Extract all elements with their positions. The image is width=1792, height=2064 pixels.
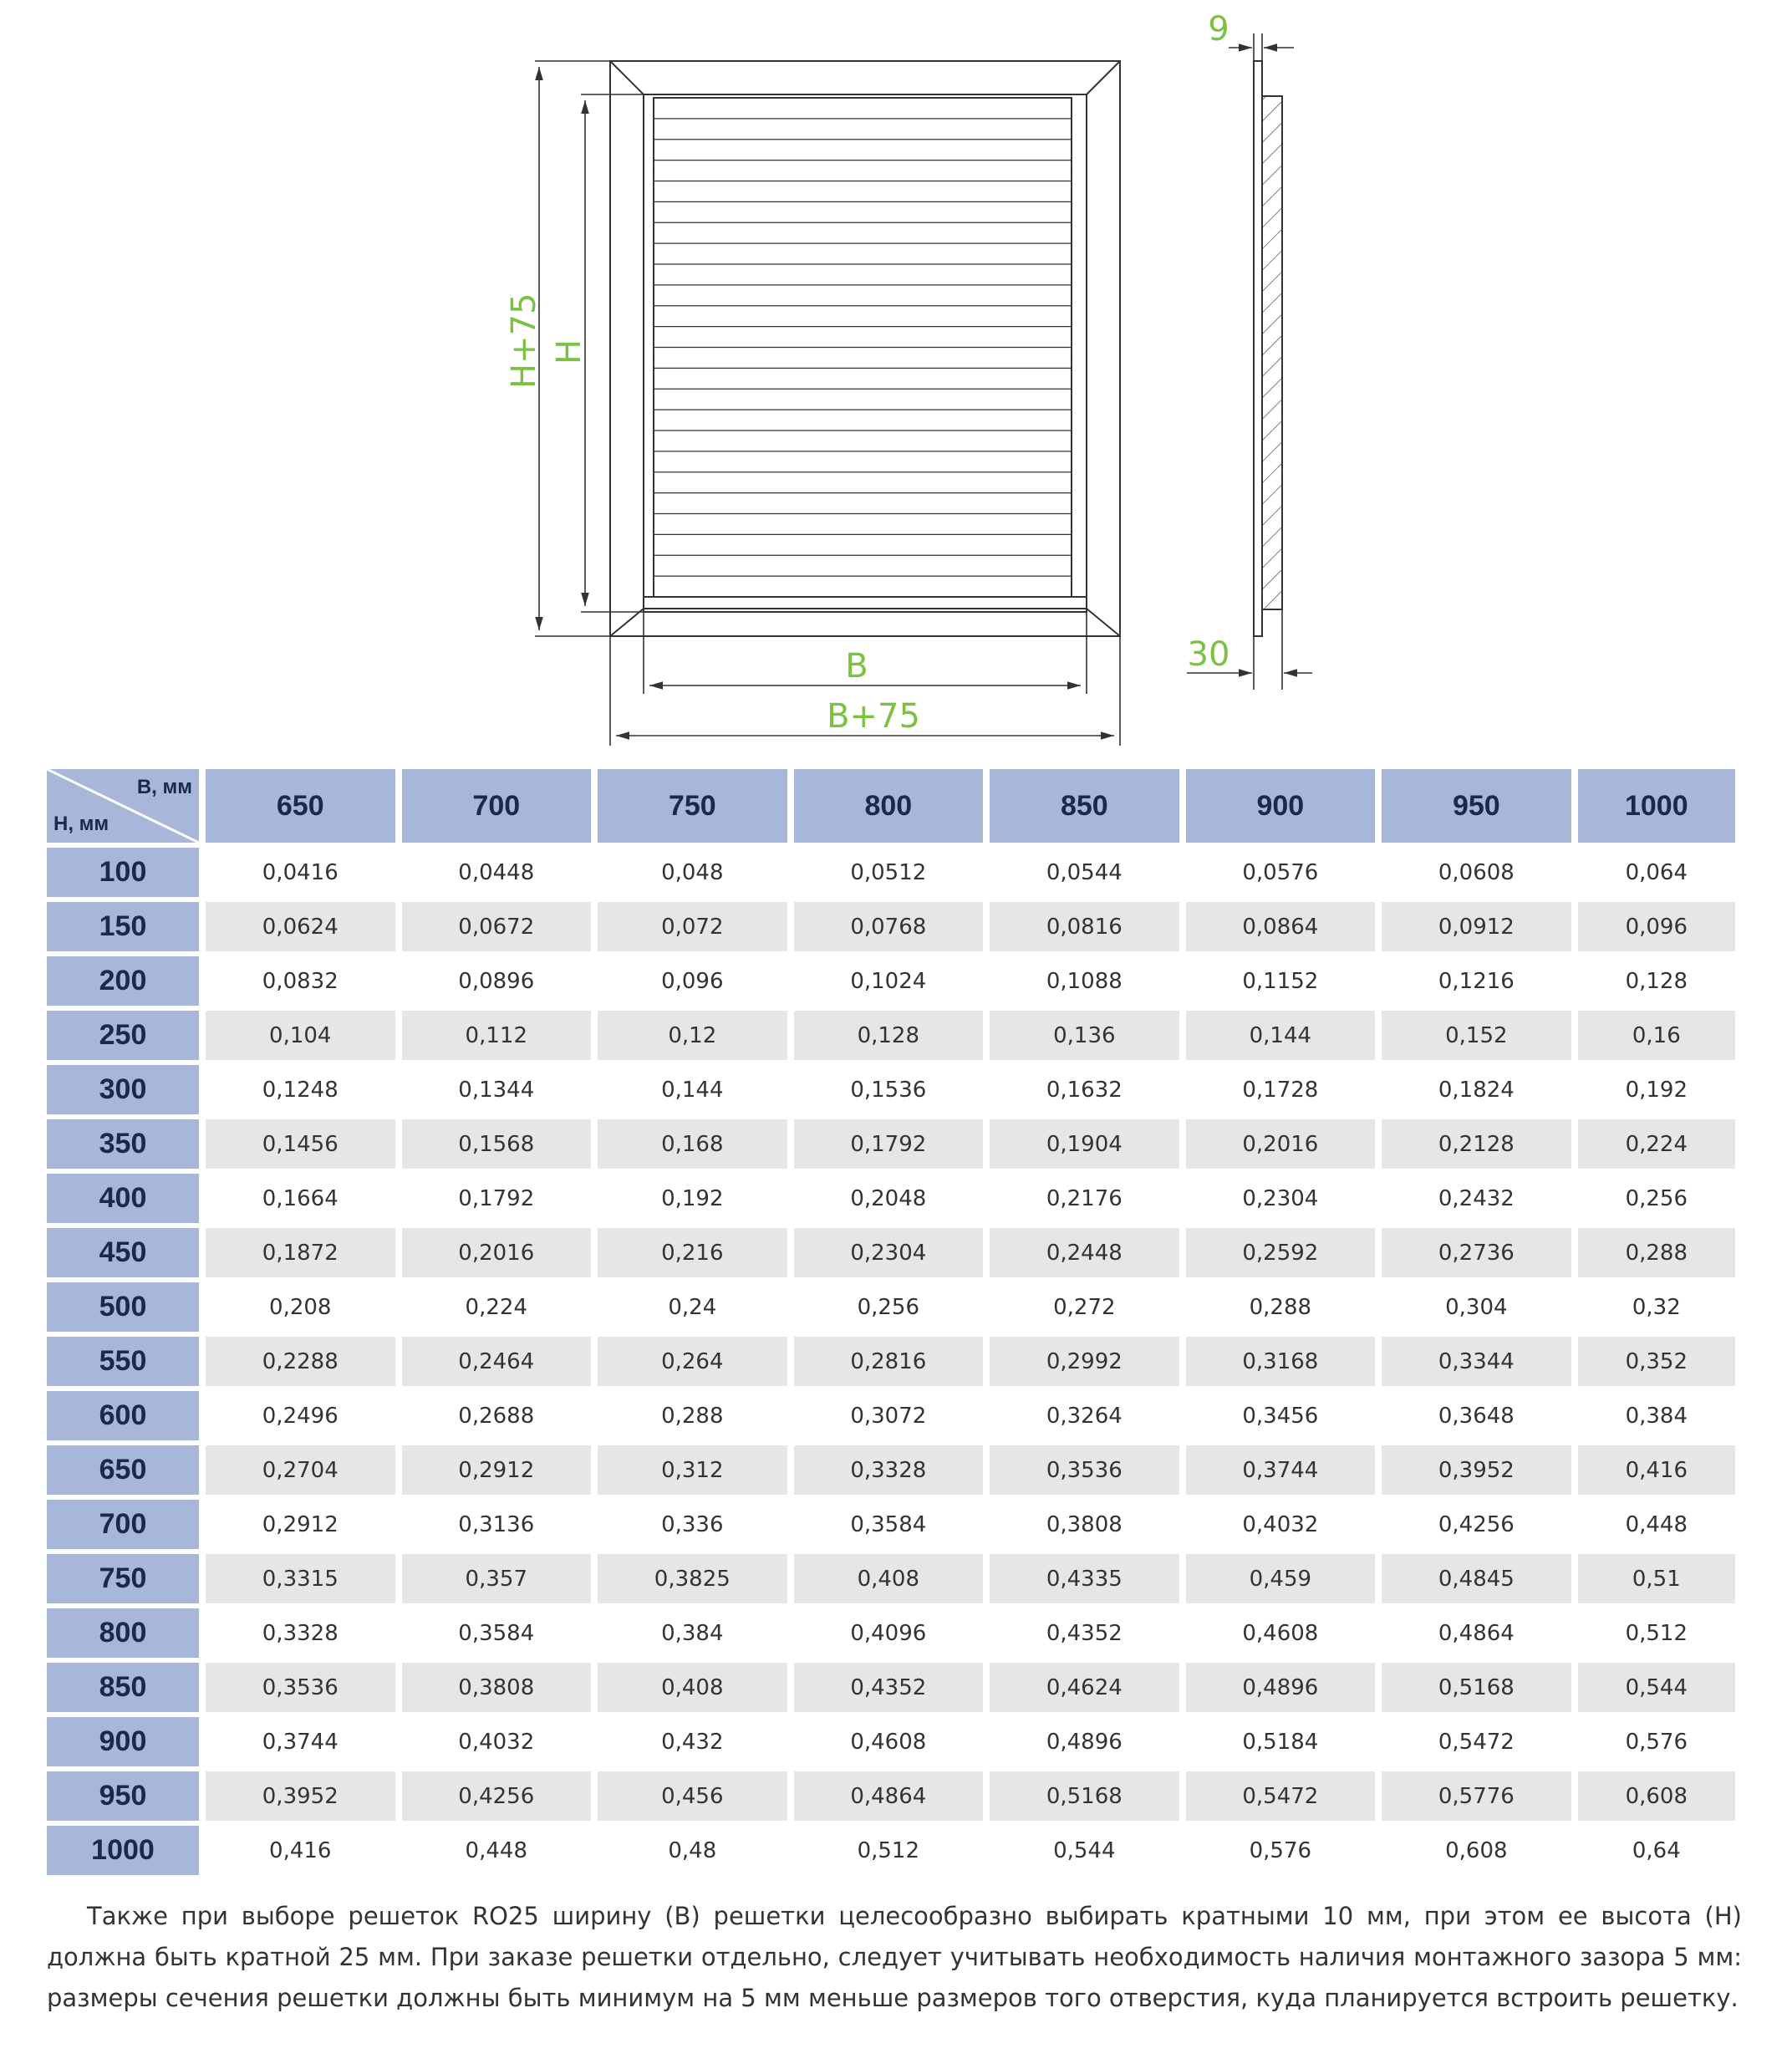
area-cell: 0,608	[1445, 1837, 1508, 1863]
area-cell: 0,4335	[990, 1554, 1179, 1603]
area-cell: 0,2592	[1186, 1228, 1376, 1277]
area-table	[40, 764, 1742, 1880]
row-header-h: 750	[47, 1554, 199, 1603]
area-cell: 0,3584	[850, 1511, 927, 1537]
area-cell: 0,1904	[990, 1119, 1179, 1169]
area-cell: 0,2464	[402, 1337, 592, 1386]
label-depth-top: 9	[1208, 10, 1229, 48]
area-cell: 0,3344	[1382, 1337, 1571, 1386]
area-cell: 0,4896	[1046, 1729, 1123, 1755]
area-cell: 0,0912	[1382, 902, 1571, 951]
dimension-lines	[535, 61, 1120, 746]
area-cell: 0,357	[402, 1554, 592, 1603]
area-cell: 0,1024	[850, 968, 927, 994]
area-cell: 0,576	[1249, 1837, 1312, 1863]
area-cell: 0,3536	[990, 1445, 1179, 1495]
area-cell: 0,264	[598, 1337, 787, 1386]
table-row	[47, 956, 1735, 1006]
grille-technical-drawing	[0, 0, 1792, 757]
area-cell: 0,3744	[262, 1729, 339, 1755]
area-cell: 0,304	[1445, 1294, 1508, 1320]
area-cell: 0,1536	[850, 1077, 927, 1103]
area-cell: 0,408	[598, 1663, 787, 1712]
table-row	[47, 1717, 1735, 1766]
area-cell: 0,1824	[1438, 1077, 1515, 1103]
column-header-b: 700	[402, 769, 592, 843]
area-cell: 0,544	[1578, 1663, 1735, 1712]
table-row	[47, 1554, 1735, 1603]
area-cell: 0,1664	[262, 1185, 339, 1211]
area-cell: 0,3808	[1046, 1511, 1123, 1537]
area-cell: 0,072	[598, 902, 787, 951]
area-cell: 0,1872	[206, 1228, 395, 1277]
area-cell: 0,1088	[1046, 968, 1123, 994]
row-header-h: 300	[47, 1065, 199, 1114]
area-cell: 0,0624	[206, 902, 395, 951]
front-view	[610, 61, 1120, 636]
area-cell: 0,336	[661, 1511, 724, 1537]
area-cell: 0,1152	[1242, 968, 1319, 994]
area-cell: 0,3328	[794, 1445, 984, 1495]
area-cell: 0,208	[269, 1294, 332, 1320]
area-cell: 0,152	[1382, 1011, 1571, 1060]
row-header-h: 350	[47, 1119, 199, 1169]
area-cell: 0,192	[661, 1185, 724, 1211]
area-cell: 0,4608	[850, 1729, 927, 1755]
table-row	[47, 1771, 1735, 1821]
area-cell: 0,224	[1578, 1119, 1735, 1169]
area-cell: 0,312	[598, 1445, 787, 1495]
area-cell: 0,3808	[402, 1663, 592, 1712]
area-cell: 0,51	[1578, 1554, 1735, 1603]
area-cell: 0,1344	[458, 1077, 535, 1103]
area-cell: 0,5168	[990, 1771, 1179, 1821]
area-cell: 0,0448	[458, 859, 535, 885]
area-cell: 0,512	[1625, 1620, 1688, 1646]
area-cell: 0,096	[1578, 902, 1735, 951]
row-header-h: 850	[47, 1663, 199, 1712]
corner-cell	[47, 769, 199, 843]
table-row	[47, 1826, 1735, 1875]
area-cell: 0,5472	[1186, 1771, 1376, 1821]
area-cell: 0,3825	[598, 1554, 787, 1603]
table-row	[47, 1011, 1735, 1060]
area-cell: 0,104	[206, 1011, 395, 1060]
corner-b-label: B, мм	[136, 776, 192, 798]
area-cell: 0,4256	[402, 1771, 592, 1821]
corner-h-label: H, мм	[53, 813, 109, 835]
area-cell: 0,1632	[1046, 1077, 1123, 1103]
area-cell: 0,3952	[1382, 1445, 1571, 1495]
area-cell: 0,288	[1578, 1228, 1735, 1277]
row-header-h: 550	[47, 1337, 199, 1386]
area-cell: 0,224	[465, 1294, 527, 1320]
area-cell: 0,256	[857, 1294, 920, 1320]
area-cell: 0,2688	[458, 1403, 535, 1429]
area-cell: 0,0544	[1046, 859, 1123, 885]
area-cell: 0,096	[661, 968, 724, 994]
column-header-b: 900	[1186, 769, 1376, 843]
area-cell: 0,24	[668, 1294, 717, 1320]
area-cell: 0,408	[794, 1554, 984, 1603]
area-cell: 0,1248	[262, 1077, 339, 1103]
area-cell: 0,136	[990, 1011, 1179, 1060]
area-cell: 0,2992	[990, 1337, 1179, 1386]
area-cell: 0,048	[661, 859, 724, 885]
area-cell: 0,3536	[206, 1663, 395, 1712]
area-cell: 0,4032	[1242, 1511, 1319, 1537]
area-cell: 0,1792	[458, 1185, 535, 1211]
area-cell: 0,3584	[458, 1620, 535, 1646]
area-cell: 0,4032	[458, 1729, 535, 1755]
area-cell: 0,448	[465, 1837, 527, 1863]
table-row	[47, 902, 1735, 951]
area-cell: 0,4352	[794, 1663, 984, 1712]
area-cell: 0,3072	[850, 1403, 927, 1429]
area-cell: 0,448	[1625, 1511, 1688, 1537]
table-row	[47, 1119, 1735, 1169]
row-header-h: 200	[47, 956, 199, 1006]
area-cell: 0,144	[661, 1077, 724, 1103]
area-cell: 0,0816	[990, 902, 1179, 951]
area-cell: 0,2704	[206, 1445, 395, 1495]
row-header-h: 400	[47, 1174, 199, 1223]
area-cell: 0,3168	[1186, 1337, 1376, 1386]
area-cell: 0,2912	[402, 1445, 592, 1495]
area-cell: 0,2304	[1242, 1185, 1319, 1211]
area-cell: 0,5776	[1382, 1771, 1571, 1821]
header-row	[47, 769, 1735, 843]
label-depth-bottom: 30	[1187, 635, 1230, 674]
area-cell: 0,3456	[1242, 1403, 1319, 1429]
area-cell: 0,256	[1625, 1185, 1688, 1211]
row-header-h: 500	[47, 1282, 199, 1332]
area-cell: 0,0864	[1186, 902, 1376, 951]
area-cell: 0,168	[598, 1119, 787, 1169]
area-cell: 0,0416	[262, 859, 339, 885]
row-header-h: 250	[47, 1011, 199, 1060]
area-cell: 0,512	[857, 1837, 920, 1863]
area-cell: 0,432	[661, 1729, 724, 1755]
column-header-b: 650	[206, 769, 395, 843]
area-cell: 0,384	[1625, 1403, 1688, 1429]
area-cell: 0,2496	[262, 1403, 339, 1429]
row-header-h: 450	[47, 1228, 199, 1277]
column-header-b: 950	[1382, 769, 1571, 843]
area-cell: 0,576	[1625, 1729, 1688, 1755]
table-row	[47, 1174, 1735, 1223]
area-cell: 0,0608	[1438, 859, 1515, 885]
area-cell: 0,2816	[794, 1337, 984, 1386]
column-header-b: 750	[598, 769, 787, 843]
table-row	[47, 1228, 1735, 1277]
area-cell: 0,2736	[1382, 1228, 1571, 1277]
area-cell: 0,112	[402, 1011, 592, 1060]
area-cell: 0,2176	[1046, 1185, 1123, 1211]
area-cell: 0,416	[1578, 1445, 1735, 1495]
area-cell: 0,1568	[402, 1119, 592, 1169]
table-body	[47, 848, 1735, 1875]
table-row	[47, 1337, 1735, 1386]
row-header-h: 1000	[47, 1826, 199, 1875]
area-cell: 0,3744	[1186, 1445, 1376, 1495]
area-cell: 0,16	[1578, 1011, 1735, 1060]
row-header-h: 800	[47, 1608, 199, 1658]
area-cell: 0,2128	[1382, 1119, 1571, 1169]
table-row	[47, 1282, 1735, 1332]
area-cell: 0,1216	[1438, 968, 1515, 994]
label-width: B	[845, 647, 868, 685]
row-header-h: 950	[47, 1771, 199, 1821]
row-header-h: 150	[47, 902, 199, 951]
label-width-total: B+75	[827, 697, 920, 736]
area-cell: 0,4864	[794, 1771, 984, 1821]
area-cell: 0,2016	[1186, 1119, 1376, 1169]
area-cell: 0,2912	[262, 1511, 339, 1537]
area-cell: 0,128	[794, 1011, 984, 1060]
area-cell: 0,352	[1578, 1337, 1735, 1386]
area-cell: 0,5472	[1438, 1729, 1515, 1755]
area-cell: 0,456	[598, 1771, 787, 1821]
area-cell: 0,128	[1625, 968, 1688, 994]
area-cell: 0,2048	[850, 1185, 927, 1211]
area-cell: 0,544	[1053, 1837, 1116, 1863]
column-header-b: 1000	[1578, 769, 1735, 843]
column-header-b: 800	[794, 769, 984, 843]
area-cell: 0,144	[1186, 1011, 1376, 1060]
row-header-h: 600	[47, 1391, 199, 1440]
area-cell: 0,32	[1632, 1294, 1681, 1320]
area-cell: 0,3315	[206, 1554, 395, 1603]
row-header-h: 100	[47, 848, 199, 897]
area-cell: 0,4096	[850, 1620, 927, 1646]
area-cell: 0,64	[1632, 1837, 1681, 1863]
area-cell: 0,4608	[1242, 1620, 1319, 1646]
area-cell: 0,1456	[206, 1119, 395, 1169]
area-cell: 0,2304	[794, 1228, 984, 1277]
area-cell: 0,5168	[1382, 1663, 1571, 1712]
table-row	[47, 848, 1735, 897]
area-cell: 0,3264	[1046, 1403, 1123, 1429]
table-row	[47, 1500, 1735, 1549]
area-cell: 0,3328	[262, 1620, 339, 1646]
area-cell: 0,2016	[402, 1228, 592, 1277]
area-cell: 0,3136	[458, 1511, 535, 1537]
area-cell: 0,0896	[458, 968, 535, 994]
area-cell: 0,0768	[794, 902, 984, 951]
area-cell: 0,2288	[206, 1337, 395, 1386]
table-row	[47, 1391, 1735, 1440]
table-row	[47, 1065, 1735, 1114]
row-header-h: 900	[47, 1717, 199, 1766]
area-cell: 0,2432	[1438, 1185, 1515, 1211]
row-header-h: 650	[47, 1445, 199, 1495]
side-view	[1187, 33, 1312, 690]
area-cell: 0,0832	[262, 968, 339, 994]
area-cell: 0,4864	[1438, 1620, 1515, 1646]
area-cell: 0,1792	[794, 1119, 984, 1169]
area-cell: 0,0576	[1242, 859, 1319, 885]
area-cell: 0,0672	[402, 902, 592, 951]
area-cell: 0,1728	[1242, 1077, 1319, 1103]
area-cell: 0,3648	[1438, 1403, 1515, 1429]
area-cell: 0,4896	[1186, 1663, 1376, 1712]
area-cell: 0,216	[598, 1228, 787, 1277]
table-row	[47, 1608, 1735, 1658]
area-cell: 0,48	[668, 1837, 717, 1863]
area-cell: 0,384	[661, 1620, 724, 1646]
label-height-total: H+75	[505, 293, 543, 389]
louver-slats	[654, 119, 1072, 576]
area-cell: 0,272	[1053, 1294, 1116, 1320]
column-header-b: 850	[990, 769, 1179, 843]
area-cell: 0,288	[661, 1403, 724, 1429]
row-header-h: 700	[47, 1500, 199, 1549]
area-cell: 0,4256	[1438, 1511, 1515, 1537]
area-cell: 0,5184	[1242, 1729, 1319, 1755]
area-cell: 0,459	[1186, 1554, 1376, 1603]
area-cell: 0,4624	[990, 1663, 1179, 1712]
area-cell: 0,4352	[1046, 1620, 1123, 1646]
area-cell: 0,416	[269, 1837, 332, 1863]
area-cell: 0,4845	[1382, 1554, 1571, 1603]
area-cell: 0,192	[1625, 1077, 1688, 1103]
note-paragraph: Также при выборе решеток RO25 ширину (B) решетки целесообразно выбирать кратными 10 мм, при этом ее высота (H) должна быть кратной 25 мм. При заказе решетки отдельно, следует учитывать необходимость наличия монтажного зазора 5 мм: размеры сечения решетки должны быть минимум на 5 мм меньше размеров того отверстия, куда планируется встроить решетку.	[47, 1902, 1742, 2012]
area-cell: 0,288	[1249, 1294, 1312, 1320]
table-row	[47, 1445, 1735, 1495]
area-cell: 0,2448	[990, 1228, 1179, 1277]
label-height: H	[550, 339, 588, 364]
area-cell: 0,0512	[850, 859, 927, 885]
area-cell: 0,608	[1578, 1771, 1735, 1821]
table-row	[47, 1663, 1735, 1712]
area-cell: 0,12	[598, 1011, 787, 1060]
area-cell: 0,064	[1625, 859, 1688, 885]
area-cell: 0,3952	[206, 1771, 395, 1821]
